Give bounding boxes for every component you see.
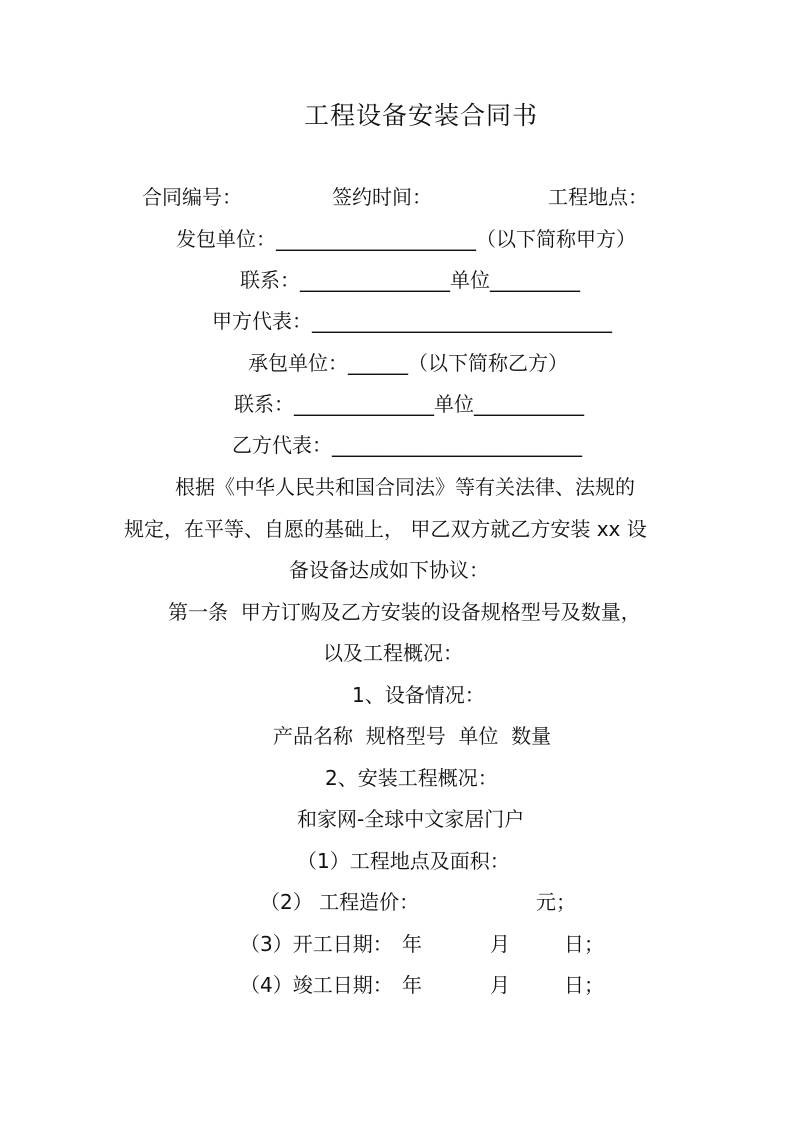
project-location-label: 工程地点： xyxy=(548,185,648,209)
document-title: 工程设备安装合同书 xyxy=(304,101,539,130)
party-b-representative: 乙方代表：_________________________ xyxy=(232,433,582,457)
section-equipment-heading: 1、设备情况： xyxy=(352,683,485,707)
item-location-area: （1）工程地点及面积： xyxy=(297,849,510,873)
end-year: 年 xyxy=(402,973,422,997)
start-month: 月 xyxy=(490,932,510,956)
item-start-date-label: （3）开工日期： xyxy=(240,932,393,956)
start-year: 年 xyxy=(402,932,422,956)
item-end-date-label: （4）竣工日期： xyxy=(240,973,393,997)
preamble-line-3: 备设备达成如下协议： xyxy=(289,558,489,582)
party-a-representative: 甲方代表：______________________________ xyxy=(212,309,612,333)
party-a-contact: 联系：_______________单位_________ xyxy=(240,268,580,292)
preamble-line-2: 规定，在平等、自愿的基础上， 甲乙双方就乙方安装 xx 设 xyxy=(124,517,647,541)
site-note: 和家网-全球中文家居门户 xyxy=(297,807,525,831)
contract-number-label: 合同编号： xyxy=(142,185,242,209)
article-1-line-2: 以及工程概况： xyxy=(323,641,463,665)
start-day: 日； xyxy=(564,932,604,956)
end-month: 月 xyxy=(490,973,510,997)
preamble-line-1: 根据《中华人民共和国合同法》等有关法律、法规的 xyxy=(175,475,635,499)
article-1-line-1: 第一条 甲方订购及乙方安装的设备规格型号及数量， xyxy=(168,600,641,624)
party-a-unit: 发包单位：____________________（以下简称甲方） xyxy=(176,227,636,251)
item-cost-unit: 元； xyxy=(536,890,576,914)
section-project-heading: 2、安装工程概况： xyxy=(325,766,498,790)
sign-time-label: 签约时间： xyxy=(332,185,432,209)
party-b-contact: 联系：______________单位___________ xyxy=(234,392,584,416)
end-day: 日； xyxy=(564,973,604,997)
party-b-unit: 承包单位：______（以下简称乙方） xyxy=(248,351,568,375)
equipment-table-header: 产品名称 规格型号 单位 数量 xyxy=(273,724,552,748)
item-cost-label: （2） 工程造价： xyxy=(260,890,420,914)
